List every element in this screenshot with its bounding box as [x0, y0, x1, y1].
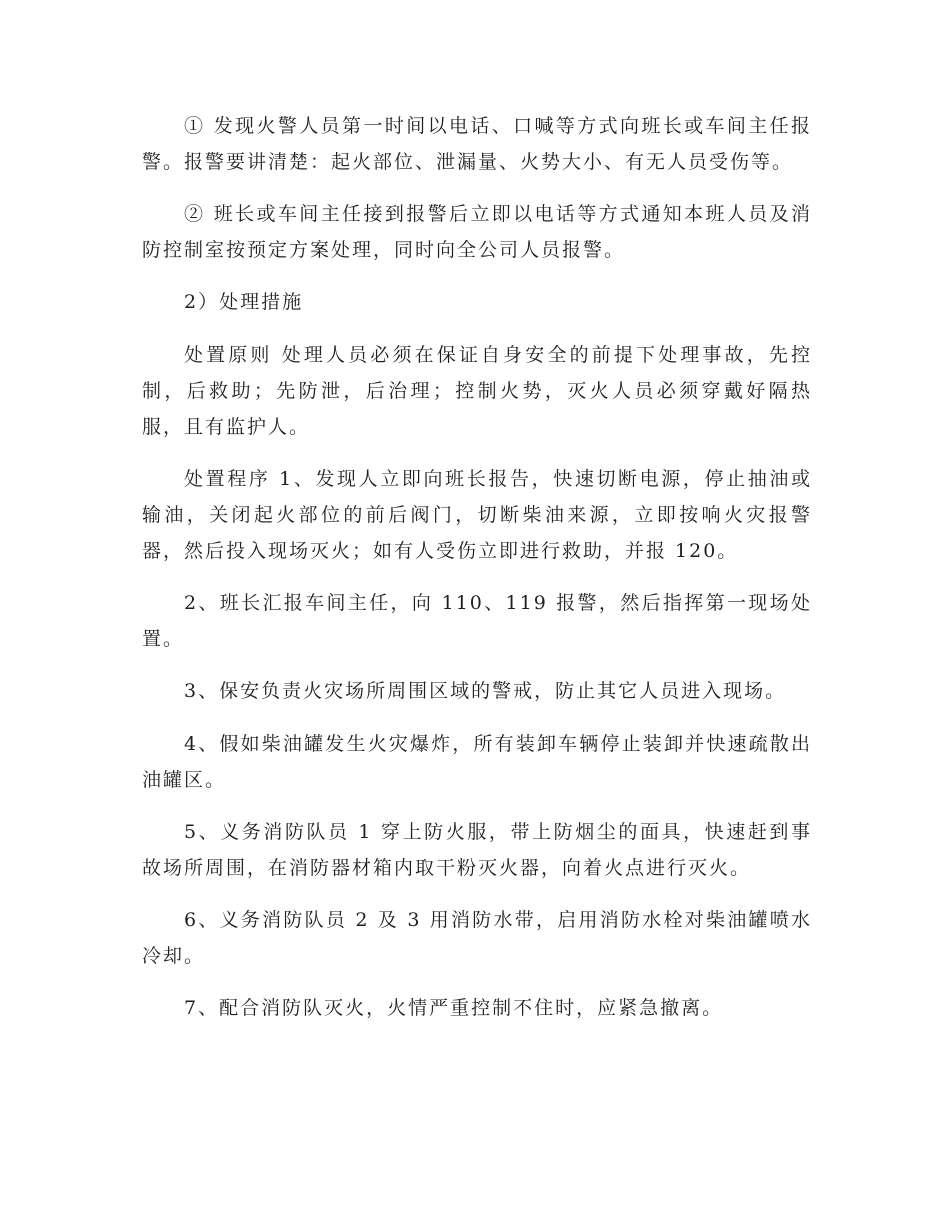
- document-body: [142, 108, 812, 1043]
- paragraph-step-2: 2、班长汇报车间主任，向 110、119 报警，然后指挥第一现场处置。: [142, 592, 812, 650]
- paragraph-alarm-report: ① 发现火警人员第一时间以电话、口喊等方式向班长或车间主任报警。报警要讲清楚：起火部位、泄漏量、火势大小、有无人员受伤等。: [142, 115, 812, 173]
- paragraph-disposal-procedure-1: 处置程序 1、发现人立即向班长报告，快速切断电源，停止抽油或输油，关闭起火部位的前后阀门，切断柴油来源，立即按响火灾报警器，然后投入现场灭火；如有人受伤立即进行救助，并报 120。: [142, 468, 812, 562]
- paragraph-disposal-principle: 处置原则 处理人员必须在保证自身安全的前提下处理事故，先控制，后救助；先防泄，后治理；控制火势，灭火人员必须穿戴好隔热服，且有监护人。: [142, 344, 812, 438]
- paragraph-step-4: 4、假如柴油罐发生火灾爆炸，所有装卸车辆停止装卸并快速疏散出油罐区。: [142, 733, 812, 791]
- section-heading-measures: 2）处理措施: [184, 291, 304, 313]
- paragraph-notify-staff: ② 班长或车间主任接到报警后立即以电话等方式通知本班人员及消防控制室按预定方案处理，同时向全公司人员报警。: [142, 203, 812, 261]
- paragraph-step-7: 7、配合消防队灭火，火情严重控制不住时，应紧急撤离。: [184, 997, 724, 1019]
- paragraph-step-3: 3、保安负责火灾场所周围区域的警戒，防止其它人员进入现场。: [184, 680, 787, 702]
- paragraph-step-6: 6、义务消防队员 2 及 3 用消防水带，启用消防水栓对柴油罐喷水冷却。: [142, 909, 812, 967]
- paragraph-step-5: 5、义务消防队员 1 穿上防火服，带上防烟尘的面具，快速赶到事故场所周围，在消防器材箱内取干粉灭火器，向着火点进行灭火。: [142, 821, 812, 879]
